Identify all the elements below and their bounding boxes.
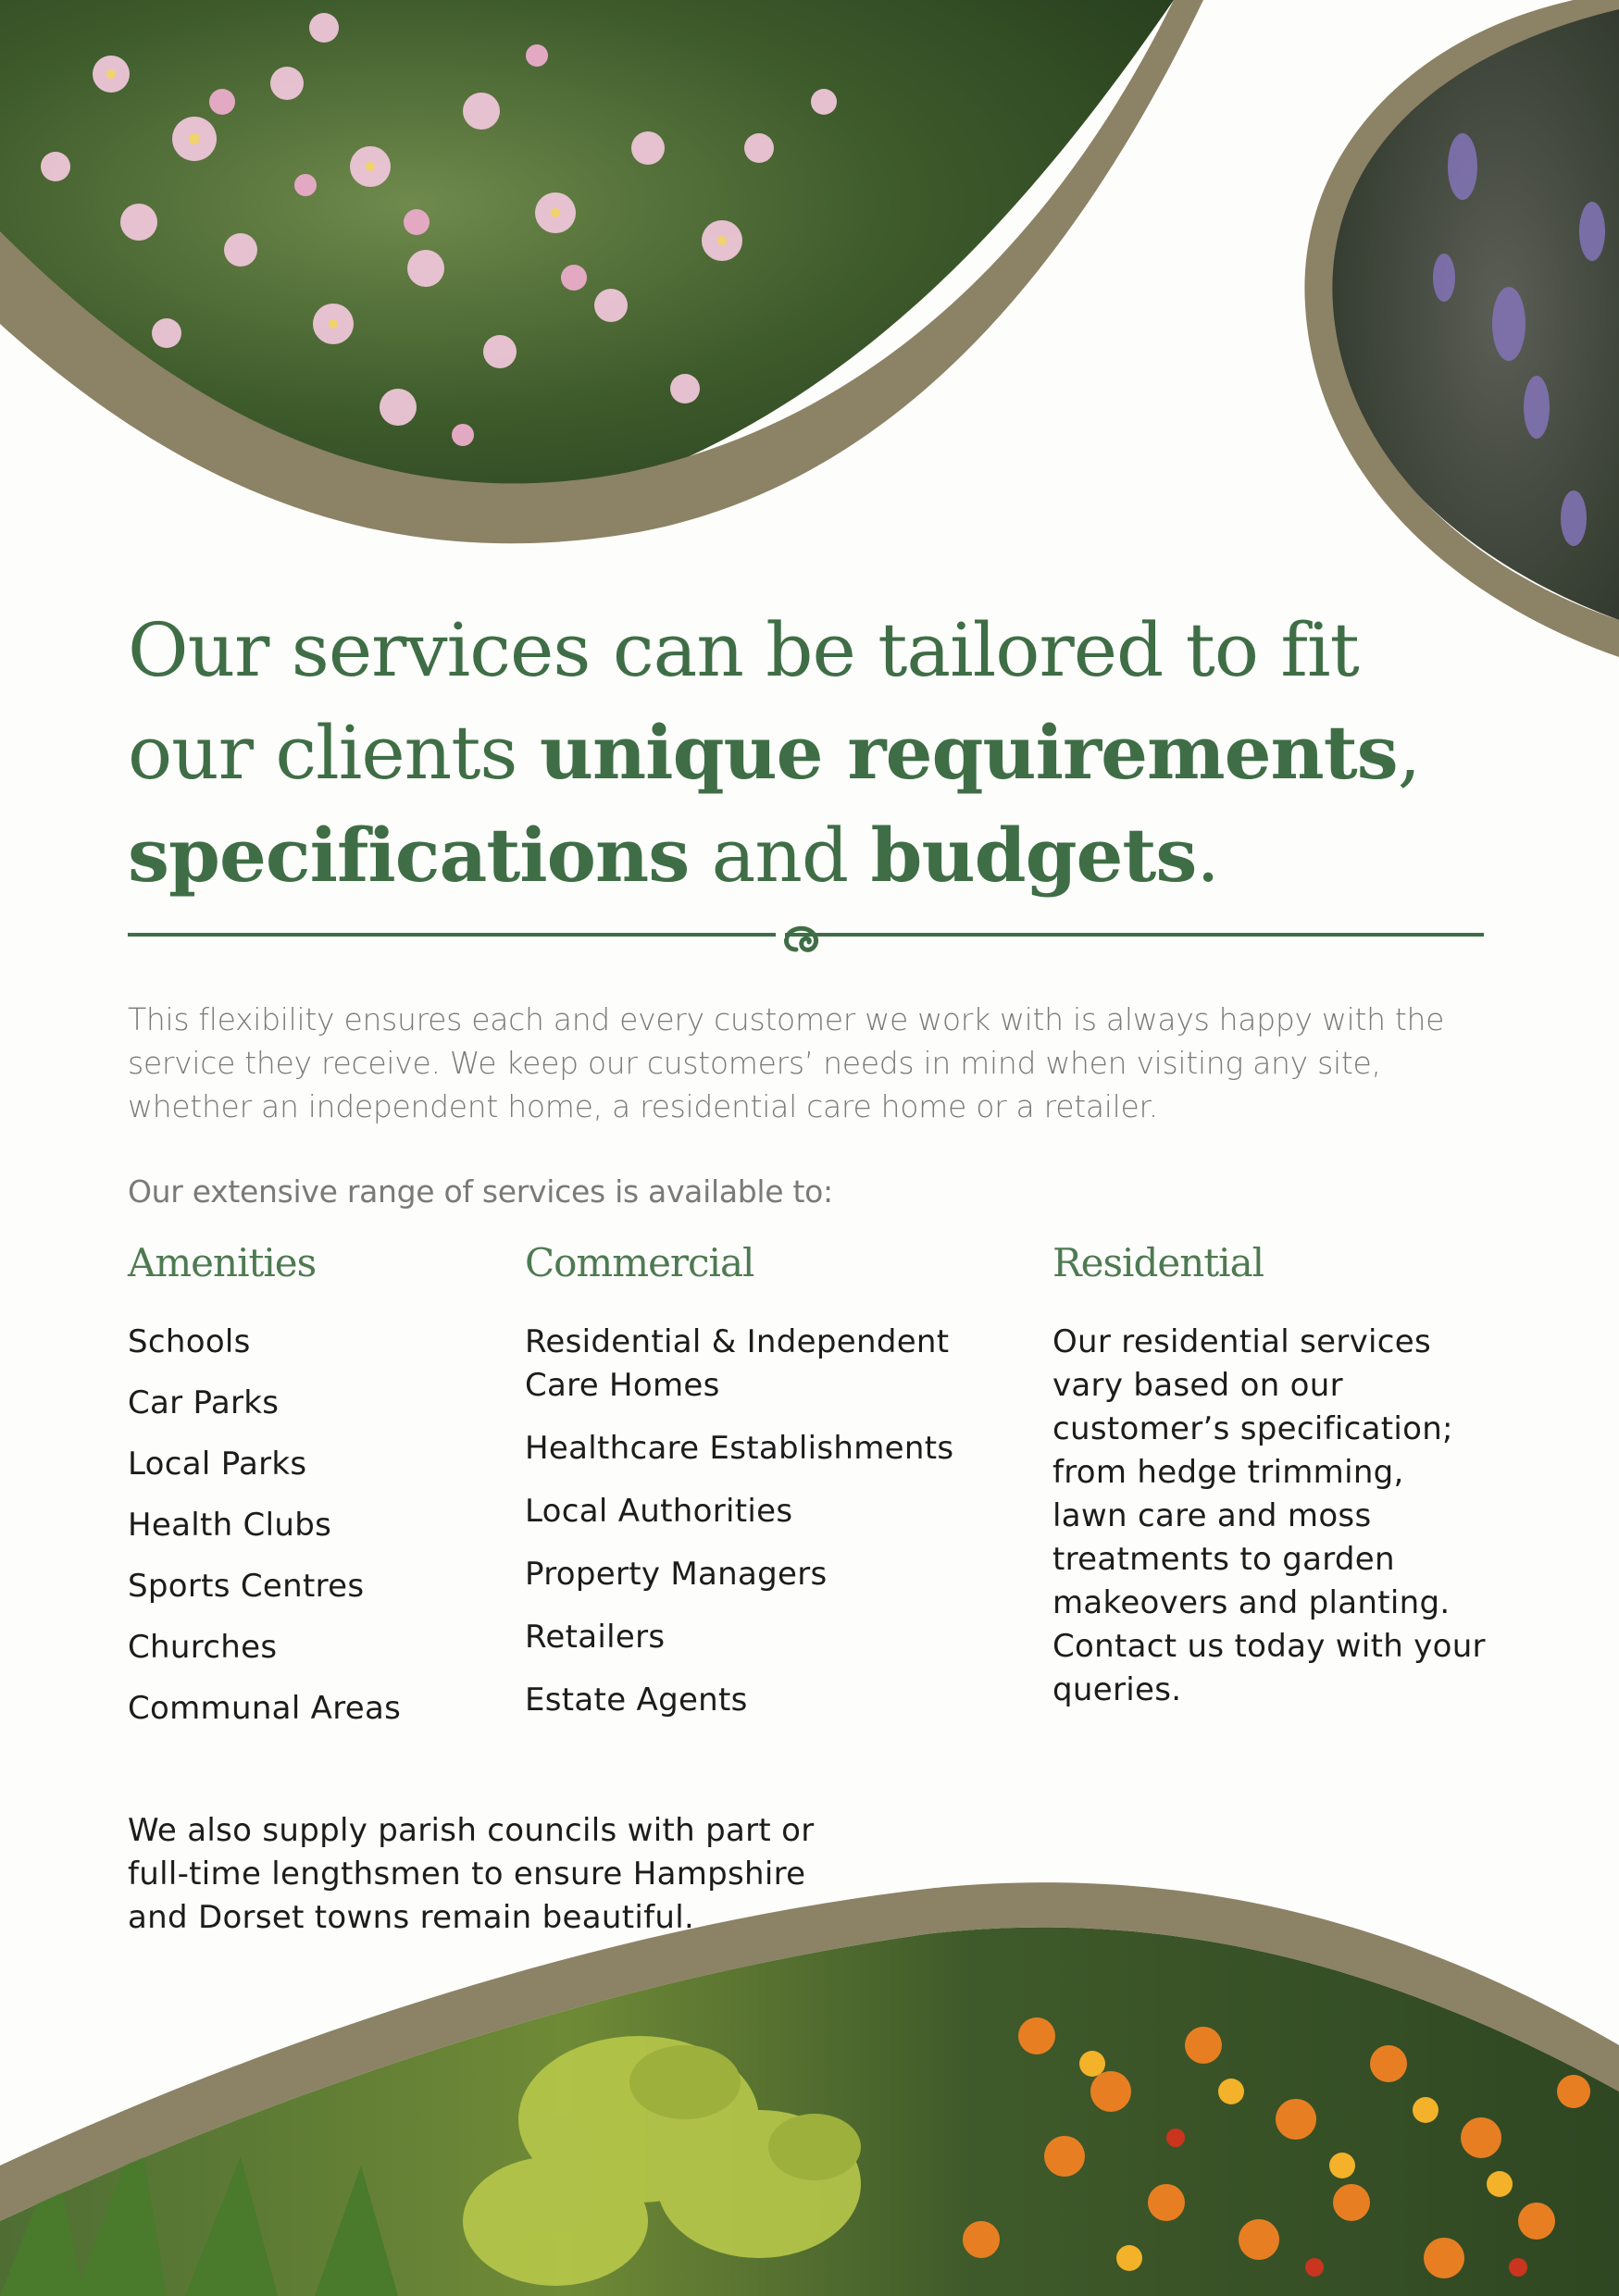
amenities-heading: Amenities (128, 1240, 317, 1285)
headline-emphasis-requirements: unique requirements (539, 709, 1398, 796)
headline-line-2-start: our clients (128, 710, 540, 796)
list-item: Residential & Independent Care Homes (525, 1323, 950, 1404)
headline-period: . (1196, 813, 1219, 899)
list-item: Communal Areas (128, 1690, 402, 1727)
list-item: Retailers (525, 1619, 666, 1656)
headline-and: and (689, 813, 871, 899)
residential-description: Our residential services vary based on our customer’s specification; from hedge trimming, lawn care and moss treatments to garden makeovers and planting. Contact us today with your queries. (1052, 1323, 1486, 1708)
list-item: Schools (128, 1323, 251, 1360)
commercial-list (525, 1321, 1006, 1722)
swirl-ornament-icon (787, 928, 816, 949)
amenities-list (128, 1321, 498, 1731)
list-item: Car Parks (128, 1384, 280, 1421)
headline-emphasis-budgets: budgets (870, 812, 1197, 899)
commercial-heading: Commercial (525, 1240, 754, 1285)
services-lead-text: Our extensive range of services is available to: (128, 1173, 833, 1210)
headline-line-1: Our services can be tailored to fit (128, 607, 1359, 693)
headline-emphasis-specifications: specifications (128, 812, 690, 899)
list-item: Property Managers (525, 1556, 828, 1593)
residential-heading: Residential (1052, 1240, 1264, 1285)
ornamental-divider (128, 916, 1484, 962)
list-item: Churches (128, 1629, 278, 1666)
closing-paragraph: We also supply parish councils with part or full-time lengthsmen to ensure Hampshire and Dorset towns remain beautiful. (128, 1812, 815, 1936)
headline-comma: , (1397, 710, 1421, 796)
top-right-lavender-photo (1323, 0, 1619, 620)
list-item: Sports Centres (128, 1568, 365, 1605)
commercial-column (525, 1240, 1006, 1742)
list-item: Estate Agents (525, 1682, 748, 1719)
list-item: Health Clubs (128, 1507, 332, 1544)
intro-paragraph: This flexibility ensures each and every customer we work with is always happy with the service they receive. We keep our customers’ needs in mind when visiting any site, whether an independent home, a residential care home or a retailer. (128, 1001, 1445, 1124)
list-item: Local Parks (128, 1446, 307, 1483)
list-item: Local Authorities (525, 1493, 793, 1530)
list-item: Healthcare Establishments (525, 1430, 954, 1467)
residential-column (1052, 1240, 1497, 1712)
page-headline (128, 600, 1498, 907)
amenities-column (128, 1240, 498, 1748)
